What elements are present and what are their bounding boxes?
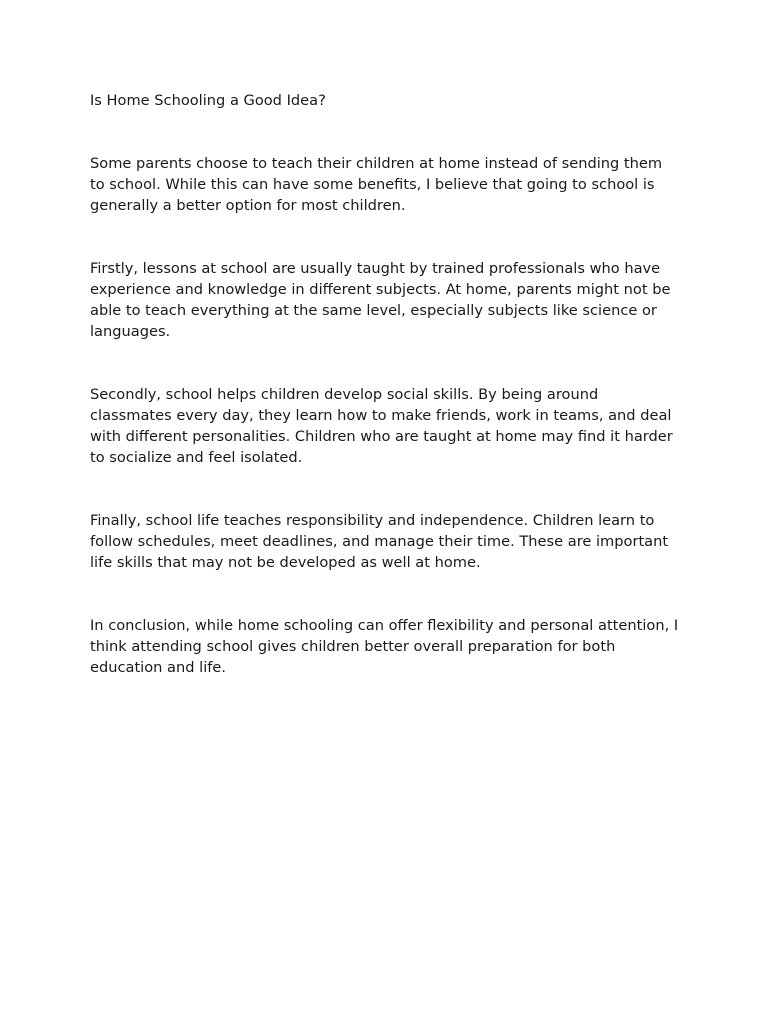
paragraph-responsibility: Finally, school life teaches responsibility and independence. Children learn to follow schedules, meet deadlines, and manage their time. These are important life skills that may not be developed as well at home. <box>90 512 669 571</box>
paragraph-social-skills: Secondly, school helps children develop social skills. By being around classmates every day, they learn how to make friends, work in teams, and deal with different personalities. Children who are taught at home may find it harder to socialize and feel isolated. <box>90 386 673 466</box>
paragraph-introduction: Some parents choose to teach their children at home instead of sending them to school. While this can have some benefits, I believe that going to school is generally a better option for most children. <box>90 155 663 214</box>
paragraph-conclusion: In conclusion, while home schooling can offer flexibility and personal attention, I think attending school gives children better overall preparation for both education and life. <box>90 617 679 676</box>
document-title: Is Home Schooling a Good Idea? <box>90 92 326 109</box>
document-page <box>90 90 680 720</box>
paragraph-trained-professionals: Firstly, lessons at school are usually taught by trained professionals who have experience and knowledge in different subjects. At home, parents might not be able to teach everything at the same level, especially subjects like science or languages. <box>90 260 671 340</box>
